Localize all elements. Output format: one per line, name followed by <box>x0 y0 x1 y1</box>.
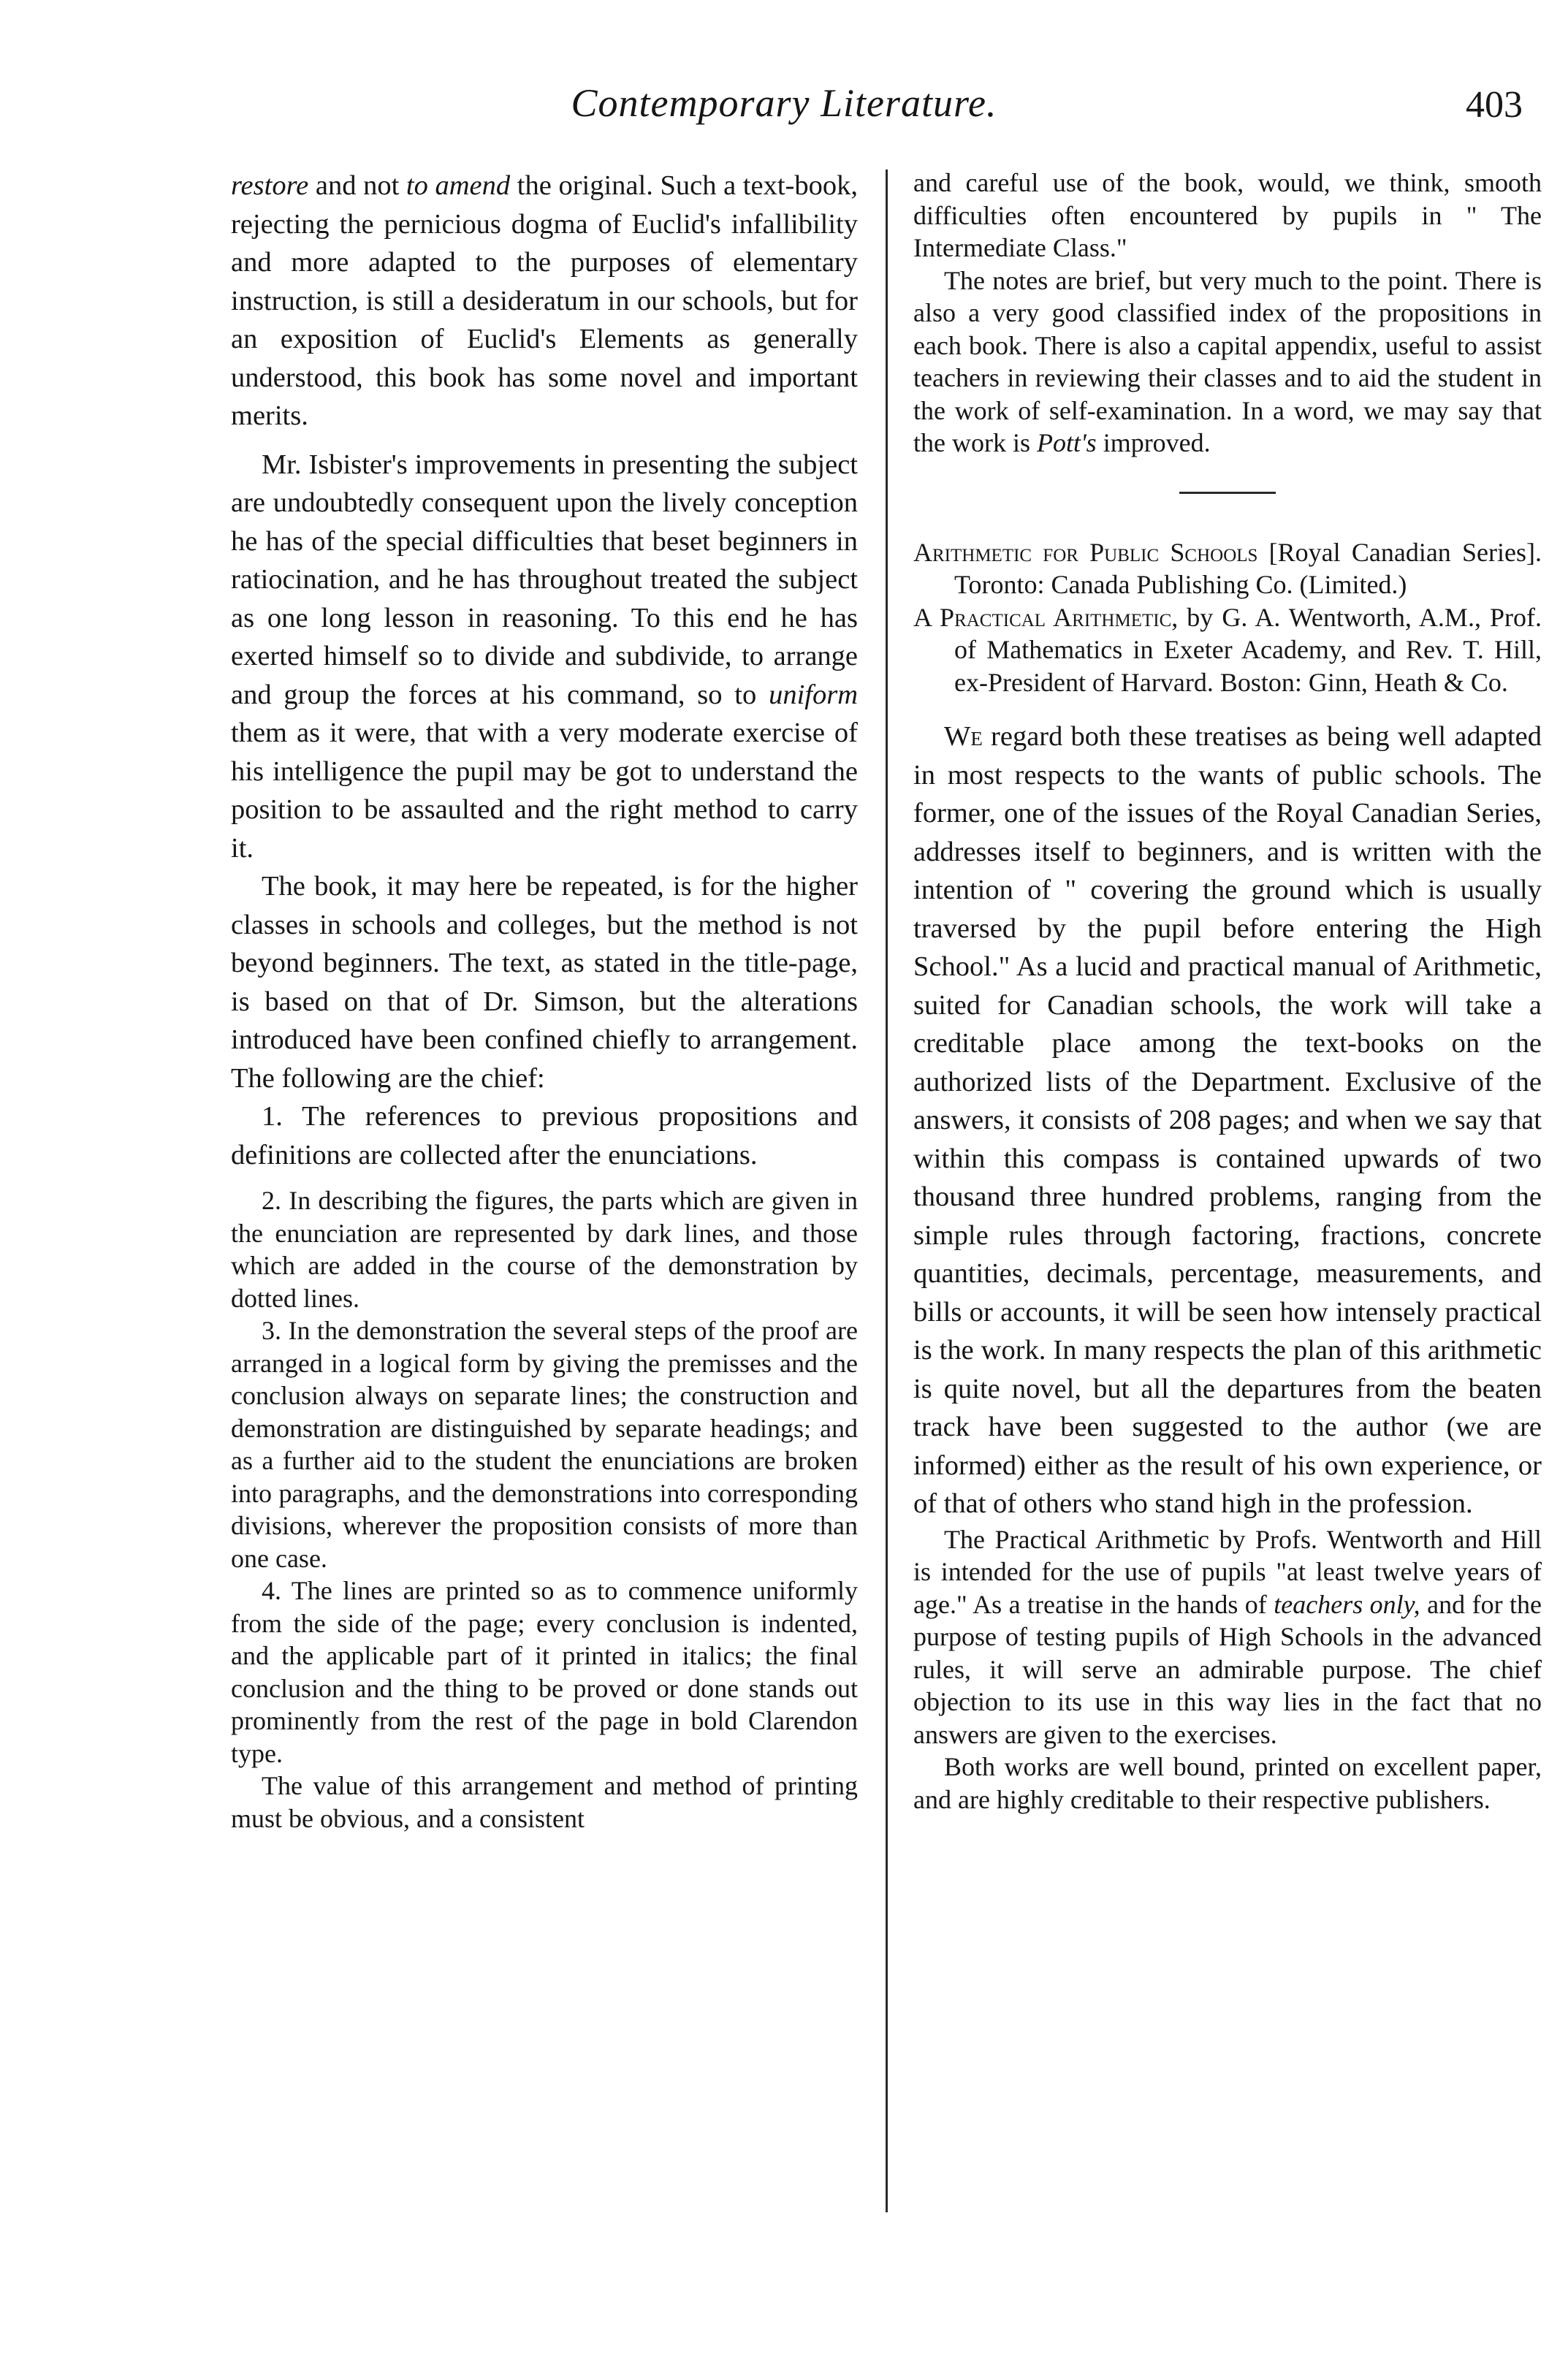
list-item-lines: 4. The lines are printed so as to commence uniformly from the side of the page; every conclusion is indented, and the applicable part of it printed in italics; the final conclusion and the thing to be proved or done stands out prominently from the rest of the page in bold Clarendon type. <box>231 1576 858 1768</box>
running-title: Contemporary Literature. <box>571 81 997 125</box>
book-entry-practical <box>913 601 1542 699</box>
text-run: them as it were, that with a very moderate exercise of his intelligence the pupil may be got to understand the position to be assaulted and the right method to carry it. <box>231 717 858 864</box>
text-run: the original. Such a text-book, rejecting the pernicious dogma of Euclid's infallibility and more adapted to the purposes of elementary instruction, is still a desideratum in our schools, but for an exposition of Euclid's Elements as generally understood, this book has some novel and important merits. <box>231 170 858 431</box>
paragraph-practical-arithmetic <box>913 1523 1542 1751</box>
text-run: and not <box>308 170 406 201</box>
text-run: [Royal Canadian Series]. Toronto: Canada Publishing Co. (Limited.) <box>954 537 1542 599</box>
paragraph-book-repeated: The book, it may here be repeated, is for the higher classes in schools and colleges, but the method is not beyond beginners. The text, as stated in the title-page, is based on that of Dr. Simson, but the alterations introduced have been confined chiefly to arrangement. The following are the chief: <box>231 871 858 1094</box>
paragraph-both-works: Both works are well bound, printed on excellent paper, and are highly creditable to their respective publishers. <box>913 1752 1542 1814</box>
text-run: regard both these treatises as being well adapted in most respects to the wants of public schools. The former, one of the issues of the Royal Canadian Series, addresses itself to beginners, and is written with the intention of " covering the ground which is usually traversed by the pupil before entering the High School." As a lucid and practical manual of Arithmetic, suited for Canadian schools, the work will take a creditable place among the text-books on the authorized lists of the Department. Exclusive of the answers, it consists of 208 pages; and when we say that within this compass is contained upwards of two thousand three hundred problems, ranging from the simple rules through factoring, fractions, concrete quantities, decimals, percentage, measurements, and bills or accounts, it will be seen how intensely practical is the work. In many respects the plan of this arithmetic is quite novel, but all the departures from the beaten track have been suggested to the author (we are informed) either as the result of his own experience, or of that of others who stand high in the profession. <box>913 721 1542 1519</box>
italic-to-amend: to amend <box>406 170 511 201</box>
list-item-figures: 2. In describing the figures, the parts which are given in the enunciation are represented by dark lines, and those which are added in the course of the demonstration by dotted lines. <box>231 1186 858 1313</box>
book-title: A Practical Arithmetic, <box>913 602 1179 632</box>
text-run: Mr. Isbister's improvements in presenting the subject are undoubtedly consequent upon the lively conception he has of the special difficulties that beset beginners in ratiocination, and he has throughout treated the subject as one long lesson in reasoning. To this end he has exerted himself so to divide and subdivide, to arrange and group the forces at his command, so to <box>231 449 858 710</box>
text-run: The notes are brief, but very much to the point. There is also a very good classified index of the propositions in each book. There is also a capital appendix, useful to assist teachers in reviewing their classes and to aid the student in the work of self-examination. In a word, we may say that the work is <box>913 265 1542 457</box>
text-run: The Practical Arithmetic by Profs. Wentworth and Hill is intended for the use of pupils "at least twelve years of age." As a treatise in the hands of <box>913 1524 1542 1619</box>
italic-restore: restore <box>231 170 309 201</box>
running-header <box>0 73 1568 132</box>
column-divider <box>886 170 888 2212</box>
paragraph-isbister <box>231 446 858 868</box>
book-entry-public-schools <box>913 536 1542 601</box>
italic-teachers-only: teachers only, <box>1274 1589 1420 1619</box>
italic-uniform: uniform <box>769 679 858 710</box>
right-column <box>913 167 1542 1816</box>
left-column <box>231 167 858 1835</box>
page-number: 403 <box>1466 84 1523 126</box>
paragraph-restore <box>231 167 858 435</box>
book-title: Arithmetic for Public Schools <box>913 537 1258 567</box>
list-item-references: 1. The references to previous propositions and definitions are collected after the enunciations. <box>231 1101 858 1170</box>
paragraph-notes <box>913 264 1542 460</box>
italic-potts: Pott's <box>1036 428 1097 457</box>
text-run: by G. A. Wentworth, A.M., Prof. of Mathematics in Exeter Academy, and Rev. T. Hill, ex-President of Harvard. Boston: Ginn, Heath & Co. <box>954 602 1542 697</box>
text-run: and for the purpose of testing pupils of High Schools in the advanced rules, it will serve an admirable purpose. The chief objection to its use in this way lies in the fact that no answers are given to the exercises. <box>913 1589 1542 1749</box>
section-divider <box>1179 492 1276 494</box>
text-run: improved. <box>1096 428 1211 457</box>
paragraph-we-regard <box>913 717 1542 1523</box>
list-item-demonstration: 3. In the demonstration the several steps of the proof are arranged in a logical form by giving the premisses and the conclusion always on separate lines; the construction and demonstration are distinguished by separate headings; and as a further aid to the student the enunciations are broken into paragraphs, and the demonstrations into corresponding divisions, wherever the proposition consists of more than one case. <box>231 1316 858 1573</box>
lead-word: We <box>944 721 983 752</box>
paragraph-value: The value of this arrangement and method of printing must be obvious, and a consistent <box>231 1771 858 1833</box>
paragraph-careful-use: and careful use of the book, would, we think, smooth difficulties often encountered by pupils in " The Intermediate Class." <box>913 168 1542 262</box>
